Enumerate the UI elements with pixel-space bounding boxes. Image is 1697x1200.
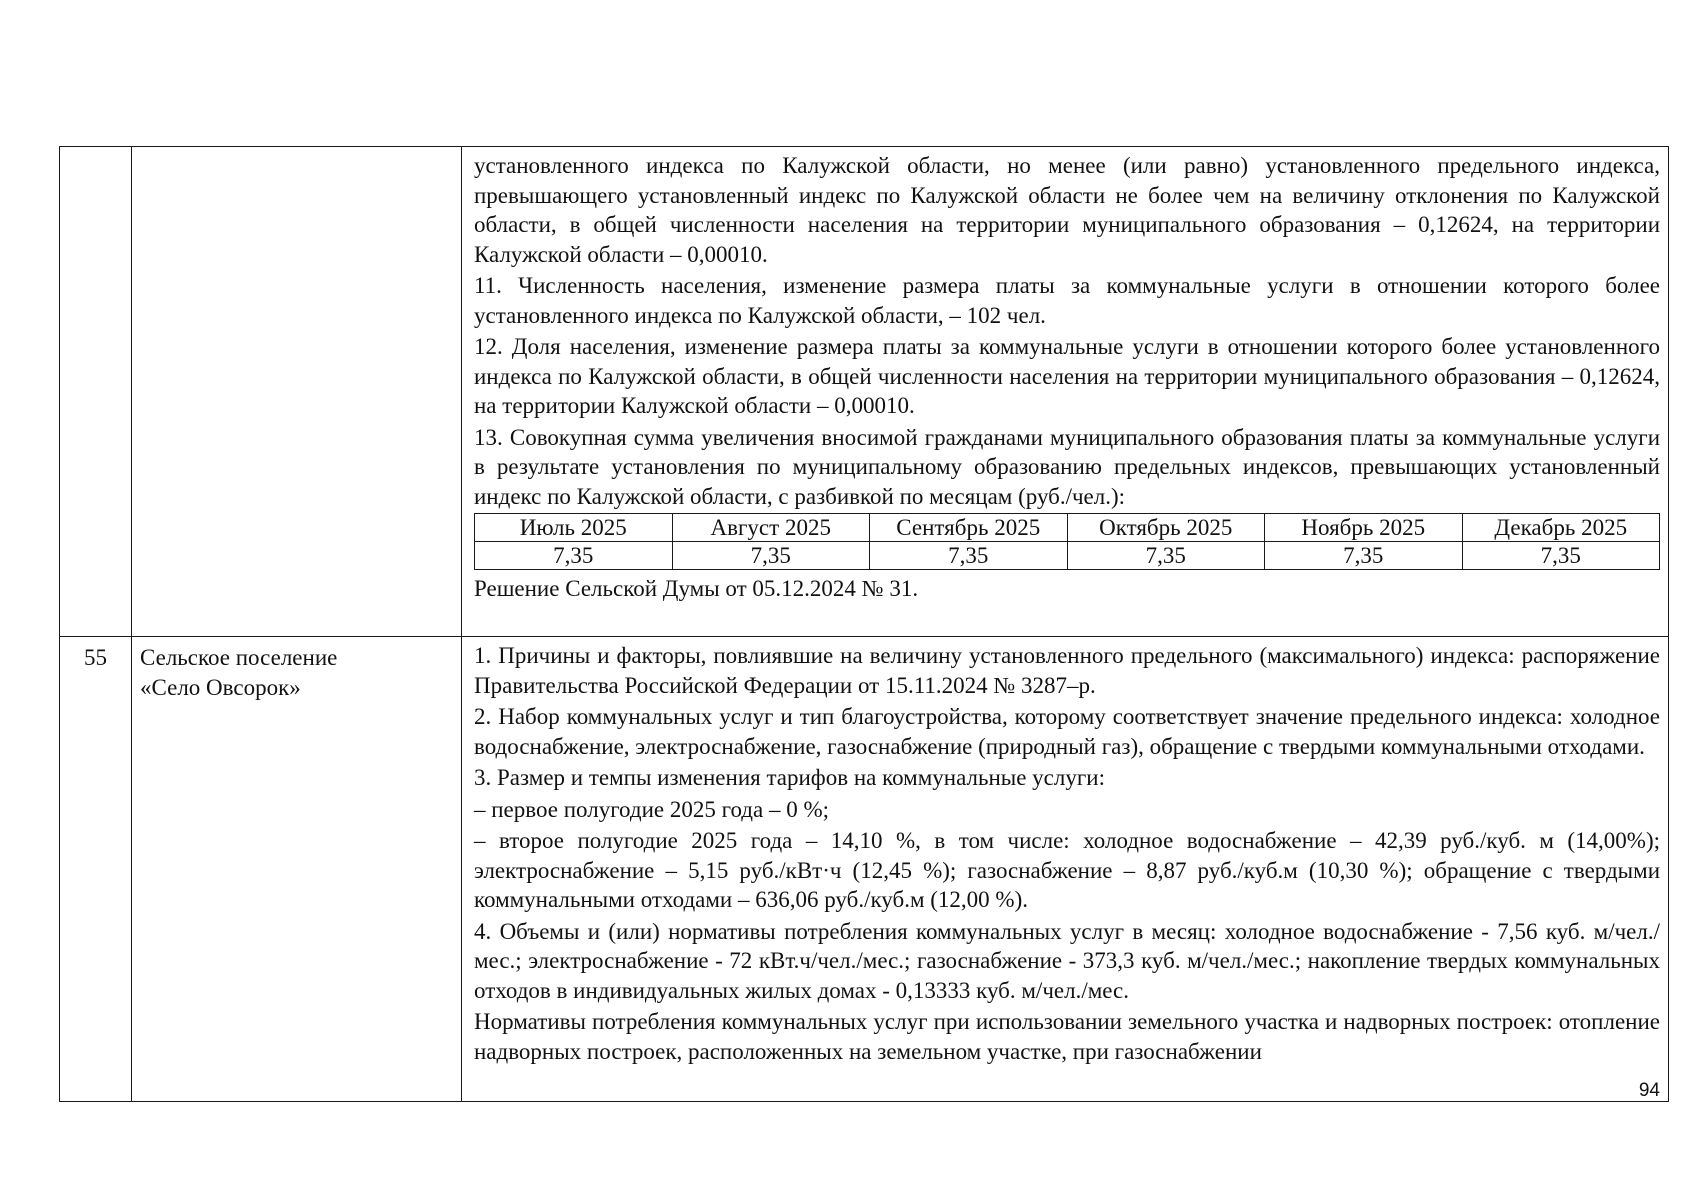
month-value: 7,35 xyxy=(1067,542,1265,570)
document-table xyxy=(59,146,1669,1102)
month-header-row xyxy=(475,514,1660,542)
month-header: Декабрь 2025 xyxy=(1462,514,1660,542)
month-value: 7,35 xyxy=(475,542,673,570)
paragraph: 2. Набор коммунальных услуг и тип благоустройства, которому соответствует значение предельного индекса: холодное водоснабжение, электроснабжение, газоснабжение (природный газ), обращение с твердыми коммунальными отходами. xyxy=(474,704,1660,759)
decision-reference: Решение Сельской Думы от 05.12.2024 № 31. xyxy=(474,576,919,601)
row-number xyxy=(60,147,132,637)
month-header: Сентябрь 2025 xyxy=(870,514,1068,542)
municipality-name-line: Сельское поселение xyxy=(140,645,338,670)
municipality-name xyxy=(132,147,462,637)
table-row xyxy=(60,637,1669,1102)
table-row xyxy=(60,147,1669,637)
paragraph: установленного индекса по Калужской области, но менее (или равно) установленного предельного индекса, превышающего установленный индекс по Калужской области не более чем на величину отклонения по Калужской области, в общей численности населения на территории муниципального образования – 0,12624, на территории Калужской области – 0,00010. xyxy=(474,153,1660,267)
paragraph: 11. Численность населения, изменение размера платы за коммунальные услуги в отношении которого более установленного индекса по Калужской области, – 102 чел. xyxy=(474,273,1660,328)
month-value: 7,35 xyxy=(1462,542,1660,570)
paragraph: Нормативы потребления коммунальных услуг при использовании земельного участка и надворных построек: отопление надворных построек, расположенных на земельном участке, при газоснабжении xyxy=(474,1009,1660,1064)
month-value: 7,35 xyxy=(870,542,1068,570)
month-value: 7,35 xyxy=(672,542,870,570)
month-value: 7,35 xyxy=(1265,542,1463,570)
paragraph: – второе полугодие 2025 года – 14,10 %, в том числе: холодное водоснабжение – 42,39 руб./куб. м (14,00%); электроснабжение – 5,15 руб./кВт·ч (12,45 %); газоснабжение – 8,87 руб./куб.м (10,30 %); обращение с твердыми коммунальными отходами – 636,06 руб./куб.м (12,00 %). xyxy=(474,828,1660,912)
description-cell xyxy=(462,637,1669,1102)
month-header: Июль 2025 xyxy=(475,514,673,542)
paragraph: – первое полугодие 2025 года – 0 %; xyxy=(474,796,830,822)
month-header: Ноябрь 2025 xyxy=(1265,514,1463,542)
paragraph: 1. Причины и факторы, повлиявшие на величину установленного предельного (максимального) индекса: распоряжение Правительства Российской Федерации от 15.11.2024 № 3287–р. xyxy=(474,643,1660,698)
month-header: Октябрь 2025 xyxy=(1067,514,1265,542)
paragraph: 12. Доля населения, изменение размера платы за коммунальные услуги в отношении которого более установленного индекса по Калужской области, в общей численности населения на территории муниципального образования – 0,12624, на территории Калужской области – 0,00010. xyxy=(474,334,1660,418)
paragraph: 3. Размер и темпы изменения тарифов на коммунальные услуги: xyxy=(474,765,1105,790)
municipality-name-line: «Село Овсорок» xyxy=(140,674,301,700)
month-value-row xyxy=(475,542,1660,570)
paragraph: 13. Совокупная сумма увеличения вносимой гражданами муниципального образования платы за коммунальные услуги в результате установления по муниципальному образованию предельных индексов, превышающих установленный индекс по Калужской области, с разбивкой по месяцам (руб./чел.): xyxy=(474,424,1660,509)
row-number: 55 xyxy=(60,637,132,1102)
month-header: Август 2025 xyxy=(672,514,870,542)
monthly-increase-table xyxy=(474,513,1660,570)
page-number: 94 xyxy=(1638,1080,1660,1101)
municipality-name xyxy=(132,637,462,1102)
description-cell xyxy=(462,147,1669,637)
paragraph: 4. Объемы и (или) нормативы потребления коммунальных услуг в месяц: холодное водоснабжение - 7,56 куб. м/чел./мес.; электроснабжение - 72 кВт.ч/чел./мес.; газоснабжение - 373,3 куб. м/чел./мес.; накопление твердых коммунальных отходов в индивидуальных жилых домах - 0,13333 куб. м/чел./мес. xyxy=(474,918,1660,1003)
